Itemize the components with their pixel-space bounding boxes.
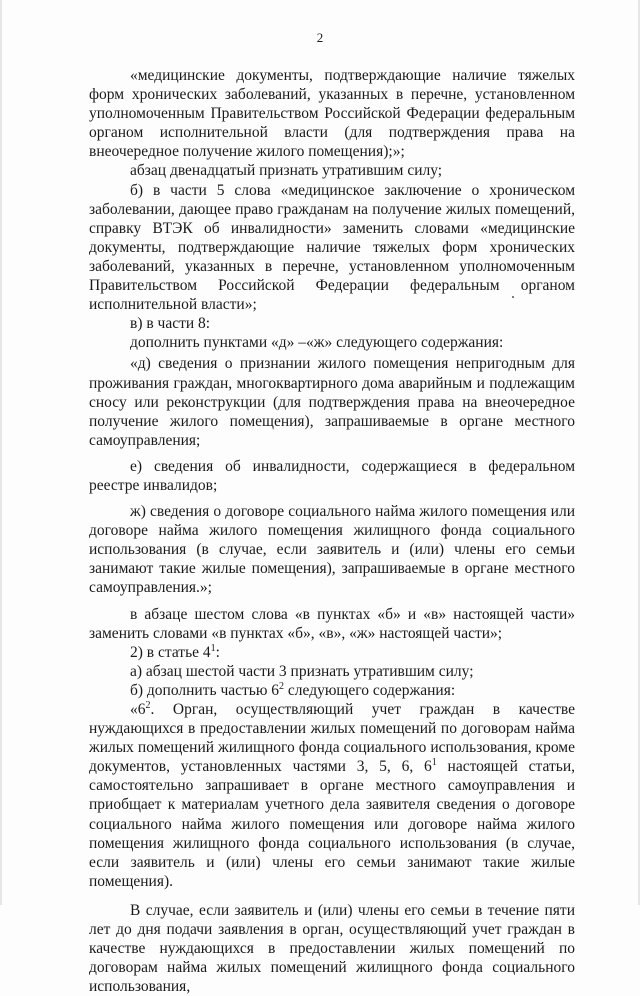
paragraph-text: : [215,643,220,661]
paragraph: В случае, если заявитель и (или) члены его семьи в течение пяти лет до дня подачи заявления в орган, осуществляющий учет граждан в качестве нуждающихся в предоставлении жилых помещений по договорам найма жилых помещений жилищного фонда социального использования, [89,901,575,996]
superscript: 2 [145,699,151,711]
paragraph: абзац двенадцатый признать утратившим силу; [130,162,443,180]
paragraph-text: . Орган, осуществляющий учет граждан в качестве нуждающихся в предоставлении жилых помещений по договорам найма жилых помещений жилищного фонда социального использования, кроме документов, установленных частями 3, 5, 6, 6 [89,701,575,776]
document-body [89,66,575,996]
paragraph [89,700,575,891]
superscript: 1 [431,757,437,769]
paragraph-text: б) дополнить частью 6 [130,681,280,699]
paragraph: ж) сведения о договоре социального найма жилого помещения или договоре найма жилого помещения жилищного фонда социального использования (в случае, если заявитель и (или) члены его семьи занимают такие жилые помещения), запрашиваемые в органе местного самоуправления.»; [89,503,575,597]
paragraph: «медицинские документы, подтверждающие наличие тяжелых форм хронических заболеваний, указанных в перечне, установленном уполномоченным Правительством Российской Федерации федеральным органом исполнительной власти (для подтверждения права на внеочередное получение жилого помещения);»; [89,67,575,161]
paragraph-text: 2) в статье 4 [130,643,211,661]
paragraph-text: настоящей статьи, самостоятельно запрашивает в органе местного самоуправления и приобщает к материалам учетного дела заявителя сведения о договоре социального найма жилого помещения или договоре найма жилого помещения жилищного фонда социального использования (в случае, если заявитель и (или) члены его семьи занимают такие жилые помещения). [89,758,575,890]
paragraph: «д) сведения о признании жилого помещения непригодным для проживания граждан, многоквартирного дома аварийным и подлежащим сносу или реконструкции (для подтверждения права на внеочередное получение жилого помещения), запрашиваемые в органе местного самоуправления; [89,355,575,449]
paragraph: е) сведения об инвалидности, содержащиеся в федеральном реестре инвалидов; [89,457,575,494]
paragraph-text: «6 [130,701,146,718]
scan-left-edge [0,0,2,905]
paragraph-text: следующего содержания: [284,681,456,699]
paragraph [89,643,575,662]
paragraph: а) абзац шестой части 3 признать утратившим силу; [130,662,474,680]
paragraph: в) в части 8: [130,315,211,333]
paragraph [89,681,575,700]
paragraph: в абзаце шестом слова «в пунктах «б» и «в» настоящей части» заменить словами «в пунктах «б», «в», «ж» настоящей части»; [89,605,575,642]
superscript: 1 [210,642,216,654]
paragraph: дополнить пунктами «д» –«ж» следующего содержания: [130,334,504,352]
paragraph: б) в части 5 слова «медицинское заключение о хроническом заболевании, дающее право гражданам на получение жилых помещений, справку ВТЭК об инвалидности» заменить словами «медицинские документы, подтверждающие наличие тяжелых форм хронических заболеваний, указанных в перечне, установленном уполномоченным Правительством Российской Федерации федеральным органом исполнительной власти»; [89,181,575,314]
page-number: 2 [316,30,324,45]
superscript: 2 [279,680,285,692]
